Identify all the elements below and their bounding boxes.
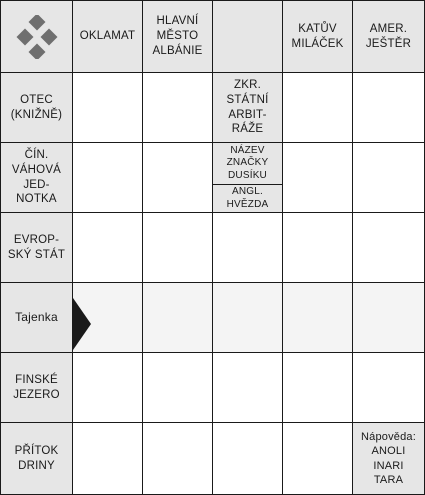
answer-cell-r2-c5[interactable] [353,143,424,213]
answer-cell-r5-c4[interactable] [283,353,353,423]
answer-cell-r5-c1[interactable] [73,353,143,423]
clue-row-6: PŘÍTOK DRINY [1,423,73,494]
tajenka-label: Tajenka [1,283,73,353]
answer-cell-r2-c1[interactable] [73,143,143,213]
clue-row-3: EVROP- SKÝ STÁT [1,213,73,283]
answer-cell-r5-c2[interactable] [143,353,213,423]
answer-cell-r6-c4[interactable] [283,423,353,494]
answer-cell-r1-c2[interactable] [143,73,213,143]
clue-header-col1: OKLAMAT [73,1,143,73]
answer-cell-r6-c2[interactable] [143,423,213,494]
diamond-logo-icon [15,15,59,59]
clue-inner-r2-c3-bottom: ANGL. HVĚZDA [213,185,283,213]
answer-cell-r3-c3[interactable] [213,213,283,283]
answer-cell-r5-c3[interactable] [213,353,283,423]
answer-cell-r1-c4[interactable] [283,73,353,143]
clue-header-col2: HLAVNÍ MĚSTO ALBÁNIE [143,1,213,73]
answer-cell-r1-c5[interactable] [353,73,424,143]
answer-cell-r3-c2[interactable] [143,213,213,283]
tajenka-cell-2[interactable] [143,283,213,353]
hint-cell: Nápověda: ANOLI INARI TARA [353,423,424,494]
clue-header-col3 [213,1,283,73]
corner-logo [1,1,73,73]
answer-cell-r1-c1[interactable] [73,73,143,143]
answer-cell-r6-c3[interactable] [213,423,283,494]
answer-cell-r6-c1[interactable] [73,423,143,494]
clue-inner-r2-c3-top: NÁZEV ZNAČKY DUSÍKU [213,143,283,185]
clue-inner-r1-c3: ZKR. STÁTNÍ ARBIT- RÁŽE [213,73,283,143]
answer-cell-r2-c2[interactable] [143,143,213,213]
answer-cell-r3-c4[interactable] [283,213,353,283]
clue-row-5: FINSKÉ JEZERO [1,353,73,423]
answer-cell-r3-c1[interactable] [73,213,143,283]
clue-header-col5: AMER. JEŠTĚR [353,1,424,73]
tajenka-cell-5[interactable] [353,283,424,353]
clue-row-2: ČÍN. VÁHOVÁ JED- NOTKA [1,143,73,213]
answer-cell-r2-c4[interactable] [283,143,353,213]
tajenka-arrow-icon [73,298,91,350]
clue-header-col4: KATŮV MILÁČEK [283,1,353,73]
answer-cell-r5-c5[interactable] [353,353,424,423]
answer-cell-r3-c5[interactable] [353,213,424,283]
clue-row-1: OTEC (KNIŽNĚ) [1,73,73,143]
tajenka-cell-4[interactable] [283,283,353,353]
tajenka-cell-3[interactable] [213,283,283,353]
